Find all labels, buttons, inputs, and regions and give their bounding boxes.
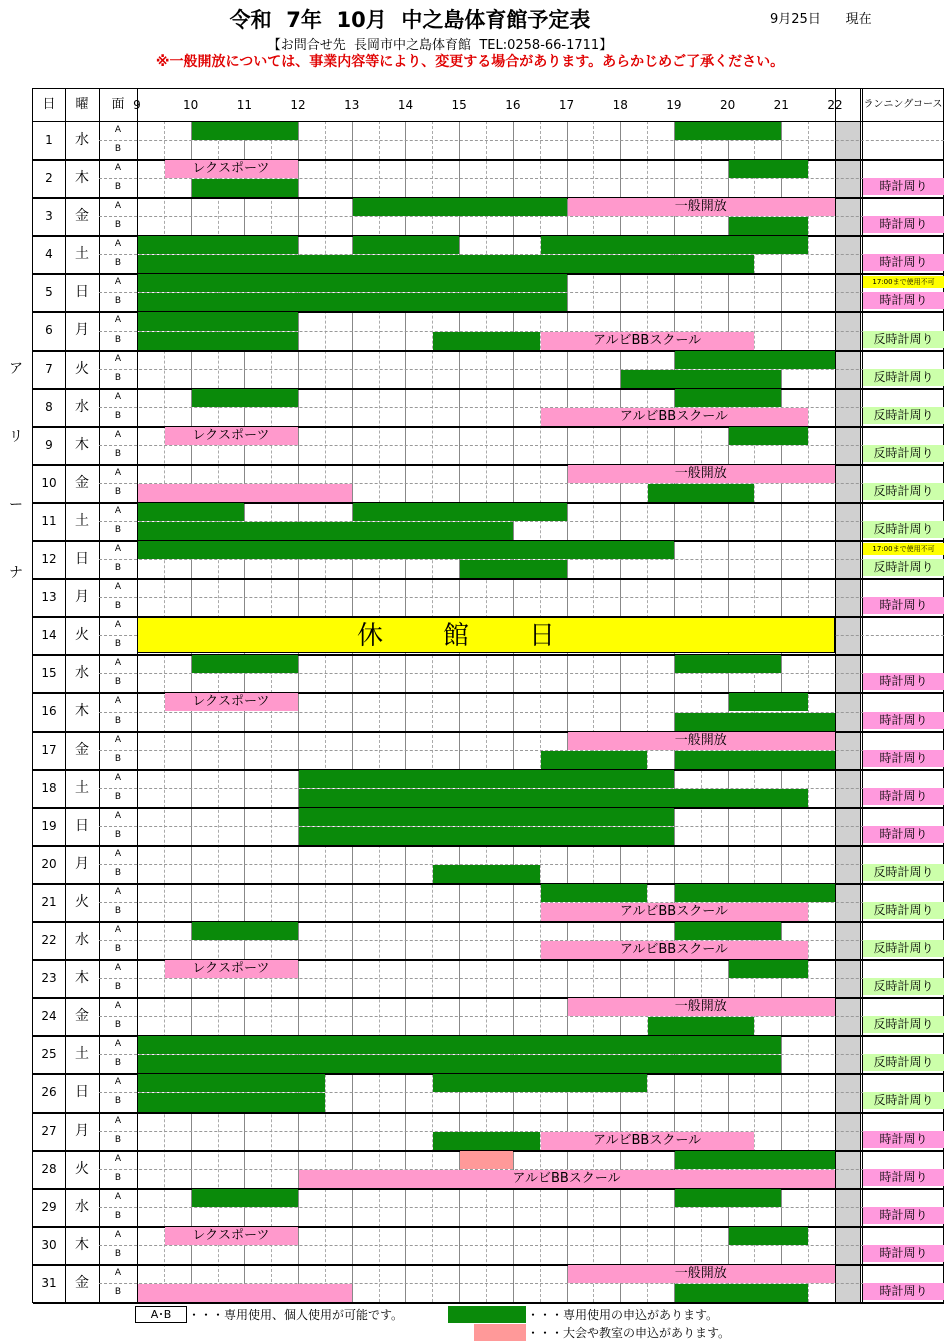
legend-peach-swatch xyxy=(474,1324,526,1341)
side-label: B xyxy=(114,372,122,383)
side-label: B xyxy=(114,1210,122,1221)
day-of-week: 月 xyxy=(75,1122,89,1139)
row-border xyxy=(33,1188,944,1190)
row-border xyxy=(33,388,944,390)
side-label: B xyxy=(114,296,122,307)
header-dow: 曜 xyxy=(75,97,89,112)
side-label: A xyxy=(114,734,122,745)
header-day: 日 xyxy=(42,97,56,112)
booking-block xyxy=(729,217,809,235)
notice-text: ※一般開放については、事業内容等により、変更する場合があります。あらかじめご了承ください。 xyxy=(155,54,785,70)
legend-peach-text: ・・・大会や教室の申込があります。 xyxy=(527,1326,731,1340)
arena-label xyxy=(0,88,32,1303)
side-label: B xyxy=(114,1172,122,1183)
booking-label: アルビBBスクール xyxy=(619,903,728,919)
running-course-direction: 反時計周り xyxy=(863,483,944,500)
day-of-week: 火 xyxy=(75,893,89,910)
running-course-direction: 反時計周り xyxy=(863,978,944,995)
half-row-border xyxy=(99,1207,944,1208)
side-label: B xyxy=(114,867,122,878)
booking-block xyxy=(192,122,298,140)
side-label: B xyxy=(114,258,122,269)
header-side: 面 xyxy=(111,97,125,112)
day-of-week: 金 xyxy=(75,474,89,491)
day-of-week: 金 xyxy=(75,208,89,225)
booking-block xyxy=(138,312,298,330)
booking-block xyxy=(675,1284,808,1302)
booking-label: 一般開放 xyxy=(674,199,727,215)
day-of-week: 金 xyxy=(75,1008,89,1025)
side-label: A xyxy=(114,239,122,250)
day-number: 11 xyxy=(41,513,57,528)
side-label: A xyxy=(114,696,122,707)
booking-block xyxy=(138,541,674,559)
booking-label: アルビBBスクール xyxy=(619,408,728,424)
day-of-week: 月 xyxy=(75,589,89,606)
booking-label: 一般開放 xyxy=(674,465,727,481)
hour-label: 15 xyxy=(451,98,467,112)
running-course-direction: 反時計周り xyxy=(863,331,944,348)
day-number: 27 xyxy=(41,1123,57,1138)
day-number: 21 xyxy=(41,894,57,909)
day-of-week: 水 xyxy=(75,665,89,682)
booking-block xyxy=(621,370,781,388)
side-label: B xyxy=(114,791,122,802)
booking-block xyxy=(138,1284,352,1302)
side-label: A xyxy=(114,277,122,288)
side-label: A xyxy=(114,963,122,974)
day-number: 1 xyxy=(45,133,53,147)
hour-label: 18 xyxy=(612,98,628,112)
side-label: B xyxy=(114,982,122,993)
day-number: 16 xyxy=(41,704,57,719)
day-of-week: 土 xyxy=(75,1046,89,1063)
side-label: B xyxy=(114,1096,122,1107)
day-of-week: 木 xyxy=(75,970,89,987)
side-label: A xyxy=(114,353,122,364)
day-number: 12 xyxy=(41,552,57,567)
running-course-direction: 時計周り xyxy=(863,254,944,271)
half-row-border xyxy=(99,978,944,979)
side-label: A xyxy=(114,582,122,593)
day-number: 18 xyxy=(41,780,57,795)
day-of-week: 土 xyxy=(75,779,89,796)
booking-block xyxy=(138,255,754,273)
day-of-week: 月 xyxy=(75,322,89,339)
day-of-week: 日 xyxy=(75,551,89,568)
side-label: B xyxy=(114,410,122,421)
booking-block xyxy=(353,198,567,216)
running-course-direction: 時計周り xyxy=(863,216,944,233)
side-label: B xyxy=(114,563,122,574)
day-of-week: 火 xyxy=(75,360,89,377)
half-row-border xyxy=(99,597,944,598)
hour-label: 14 xyxy=(397,98,414,112)
booking-label: アルビBBスクール xyxy=(593,1132,702,1148)
hour-label: 16 xyxy=(505,98,521,112)
side-label: B xyxy=(114,182,122,193)
half-row-border xyxy=(99,140,944,141)
side-label: B xyxy=(114,905,122,916)
grid-line xyxy=(835,89,836,1302)
day-of-week: 金 xyxy=(75,1274,89,1291)
side-label: A xyxy=(114,315,122,326)
side-label: A xyxy=(114,505,122,516)
booking-label: レクスポーツ xyxy=(192,1227,270,1243)
schedule-table xyxy=(32,88,944,1303)
page-title: 令和 7年 10月 中之島体育館予定表 xyxy=(229,8,591,32)
day-number: 7 xyxy=(45,361,53,376)
booking-block xyxy=(729,427,809,445)
side-label: B xyxy=(114,220,122,231)
day-number: 5 xyxy=(45,285,53,300)
day-of-week: 日 xyxy=(75,1084,89,1101)
day-number: 25 xyxy=(41,1047,57,1062)
booking-block xyxy=(433,865,539,883)
side-label: A xyxy=(114,658,122,669)
booking-block xyxy=(675,351,835,369)
booking-label: アルビBBスクール xyxy=(619,942,728,958)
usage-note: 17:00まで使用不可 xyxy=(863,276,944,288)
day-of-week: 土 xyxy=(75,246,89,263)
booking-label: 一般開放 xyxy=(674,1265,727,1281)
running-course-direction: 時計周り xyxy=(863,1131,944,1148)
booking-block xyxy=(138,484,352,502)
running-course-direction: 時計周り xyxy=(863,597,944,614)
running-course-direction: 反時計周り xyxy=(863,864,944,881)
half-row-border xyxy=(99,902,944,903)
booking-block xyxy=(675,922,781,940)
booking-block xyxy=(138,503,244,521)
side-label: A xyxy=(114,1001,122,1012)
grid-line xyxy=(860,89,861,1302)
day-number: 4 xyxy=(45,247,53,262)
half-row-border xyxy=(99,940,944,941)
booking-block xyxy=(648,484,754,502)
booking-block xyxy=(675,122,781,140)
booking-block xyxy=(192,389,298,407)
day-of-week: 木 xyxy=(75,1236,89,1253)
legend-green-text: ・・・専用使用の申込があります。 xyxy=(527,1308,719,1322)
arena-char: リ xyxy=(9,429,23,445)
running-course-direction: 時計周り xyxy=(863,178,944,195)
usage-note: 17:00まで使用不可 xyxy=(863,543,944,555)
closed-day-banner: 休館日 xyxy=(137,617,835,653)
as-of-date: 9月25日 現在 xyxy=(770,12,872,27)
side-label: B xyxy=(114,715,122,726)
booking-block xyxy=(433,332,539,350)
half-row-border xyxy=(99,369,944,370)
side-label: A xyxy=(114,1039,122,1050)
side-label: B xyxy=(114,829,122,840)
day-number: 8 xyxy=(45,399,53,414)
hour-label: 9 xyxy=(133,98,141,112)
arena-char: ー xyxy=(9,497,23,513)
side-label: A xyxy=(114,810,122,821)
running-course-direction: 反時計周り xyxy=(863,559,944,576)
booking-block xyxy=(648,1017,754,1035)
booking-block xyxy=(675,1151,835,1169)
side-label: A xyxy=(114,1229,122,1240)
booking-block xyxy=(299,789,808,807)
day-number: 20 xyxy=(41,856,57,871)
hour-label: 17 xyxy=(558,98,575,112)
running-course-direction: 反時計周り xyxy=(863,940,944,957)
day-of-week: 木 xyxy=(75,703,89,720)
day-of-week: 木 xyxy=(75,436,89,453)
side-label: B xyxy=(114,753,122,764)
day-number: 13 xyxy=(41,590,57,605)
hour-label: 11 xyxy=(236,98,253,112)
legend xyxy=(0,1303,946,1342)
side-label: B xyxy=(114,334,122,345)
side-label: B xyxy=(114,1058,122,1069)
side-label: A xyxy=(114,1267,122,1278)
day-number: 26 xyxy=(41,1085,57,1100)
day-number: 10 xyxy=(41,475,57,490)
day-number: 2 xyxy=(45,171,53,186)
booking-label: レクスポーツ xyxy=(192,694,270,710)
booking-label: レクスポーツ xyxy=(192,427,270,443)
booking-block xyxy=(192,922,298,940)
booking-block xyxy=(138,236,298,254)
booking-block xyxy=(192,179,298,197)
running-course-direction: 時計周り xyxy=(863,1245,944,1262)
running-course-direction: 時計周り xyxy=(863,826,944,843)
booking-block xyxy=(433,1132,539,1150)
booking-block xyxy=(675,655,781,673)
row-border xyxy=(33,845,944,847)
booking-block xyxy=(138,293,567,311)
day-of-week: 火 xyxy=(75,1160,89,1177)
side-label: A xyxy=(114,201,122,212)
booking-block xyxy=(729,693,809,711)
hour-label: 12 xyxy=(290,98,306,112)
booking-label: レクスポーツ xyxy=(192,961,270,977)
side-label: A xyxy=(114,1115,122,1126)
booking-block xyxy=(729,1227,809,1245)
arena-char: ナ xyxy=(9,565,23,581)
day-number: 3 xyxy=(45,209,53,224)
side-label: A xyxy=(114,1191,122,1202)
day-of-week: 水 xyxy=(75,932,89,949)
side-label: B xyxy=(114,1020,122,1031)
booking-label: アルビBBスクール xyxy=(512,1170,621,1186)
hour-label: 21 xyxy=(773,98,789,112)
booking-block xyxy=(138,522,513,540)
day-of-week: 木 xyxy=(75,170,89,187)
day-number: 23 xyxy=(41,971,57,986)
day-of-week: 水 xyxy=(75,1198,89,1215)
booking-block xyxy=(138,332,298,350)
header-running: ランニングコース xyxy=(863,99,943,110)
booking-block xyxy=(138,1055,781,1073)
day-number: 17 xyxy=(41,742,57,757)
arena-char: ア xyxy=(9,361,23,377)
side-label: A xyxy=(114,620,122,631)
side-label: A xyxy=(114,429,122,440)
running-course-direction: 時計周り xyxy=(863,1169,944,1186)
running-course-direction: 反時計周り xyxy=(863,445,944,462)
running-course-direction: 反時計周り xyxy=(863,1054,944,1071)
booking-label: 一般開放 xyxy=(674,732,727,748)
half-row-border xyxy=(99,673,944,674)
side-label: B xyxy=(114,944,122,955)
side-label: A xyxy=(114,925,122,936)
side-label: B xyxy=(114,486,122,497)
hour-label: 20 xyxy=(719,98,736,112)
booking-block xyxy=(729,160,809,178)
running-course-direction: 時計周り xyxy=(863,292,944,309)
half-row-border xyxy=(99,1016,944,1017)
day-of-week: 日 xyxy=(75,284,89,301)
half-row-border xyxy=(99,445,944,446)
booking-block xyxy=(675,389,781,407)
day-number: 9 xyxy=(45,437,53,452)
hour-label: 19 xyxy=(666,98,682,112)
side-label: B xyxy=(114,1248,122,1259)
booking-block xyxy=(299,827,674,845)
row-border xyxy=(33,578,944,580)
booking-block xyxy=(675,713,835,731)
side-label: A xyxy=(114,1153,122,1164)
day-of-week: 土 xyxy=(75,512,89,529)
booking-block xyxy=(460,560,566,578)
half-row-border xyxy=(99,407,944,408)
booking-block xyxy=(138,1074,325,1092)
booking-block xyxy=(675,751,835,769)
side-label: A xyxy=(114,163,122,174)
booking-block xyxy=(433,1074,647,1092)
day-number: 28 xyxy=(41,1161,57,1176)
running-course-direction: 時計周り xyxy=(863,788,944,805)
hour-label: 13 xyxy=(344,98,360,112)
row-border xyxy=(33,654,944,656)
legend-ab-text: ・・・専用使用、個人使用が可能です。 xyxy=(188,1308,404,1322)
side-label: B xyxy=(114,601,122,612)
legend-green-swatch xyxy=(448,1306,526,1323)
booking-block xyxy=(541,236,808,254)
booking-block xyxy=(675,884,835,902)
row-border xyxy=(33,1112,944,1114)
running-course-direction: 時計周り xyxy=(863,673,944,690)
running-course-direction: 反時計周り xyxy=(863,1016,944,1033)
day-number: 6 xyxy=(45,323,53,338)
running-course-direction: 反時計周り xyxy=(863,902,944,919)
side-label: B xyxy=(114,144,122,155)
side-label: B xyxy=(114,639,122,650)
booking-label: レクスポーツ xyxy=(192,161,270,177)
running-course-direction: 反時計周り xyxy=(863,369,944,386)
booking-block xyxy=(138,1093,325,1111)
side-label: A xyxy=(114,544,122,555)
day-number: 29 xyxy=(41,1199,57,1214)
side-label: A xyxy=(114,848,122,859)
booking-block xyxy=(729,960,809,978)
day-number: 19 xyxy=(41,818,57,833)
hour-label: 22 xyxy=(827,98,843,112)
booking-block xyxy=(541,751,647,769)
booking-block xyxy=(192,1189,298,1207)
side-label: A xyxy=(114,391,122,402)
row-border xyxy=(33,921,944,923)
booking-block xyxy=(192,655,298,673)
day-number: 22 xyxy=(41,933,57,948)
running-course-direction: 時計周り xyxy=(863,1207,944,1224)
booking-label: 一般開放 xyxy=(674,999,727,1015)
running-course-direction: 反時計周り xyxy=(863,407,944,424)
booking-block xyxy=(675,1189,781,1207)
day-number: 31 xyxy=(41,1275,57,1290)
running-course-direction: 時計周り xyxy=(863,1283,944,1300)
running-course-direction: 時計周り xyxy=(863,712,944,729)
side-label: A xyxy=(114,125,122,135)
side-label: B xyxy=(114,448,122,459)
half-row-border xyxy=(99,216,944,217)
contact-info: 【お問合せ先 長岡市中之島体育館 TEL:0258-66-1711】 xyxy=(267,38,613,53)
day-of-week: 火 xyxy=(75,627,89,644)
booking-block xyxy=(353,236,459,254)
day-of-week: 日 xyxy=(75,817,89,834)
booking-block xyxy=(138,274,567,292)
day-of-week: 水 xyxy=(75,398,89,415)
booking-block xyxy=(353,503,567,521)
booking-block xyxy=(541,884,647,902)
booking-block xyxy=(460,1151,513,1169)
day-number: 24 xyxy=(41,1009,57,1024)
side-label: A xyxy=(114,886,122,897)
day-number: 30 xyxy=(41,1237,57,1252)
day-number: 14 xyxy=(41,628,57,643)
day-number: 15 xyxy=(41,666,57,681)
running-course-direction: 反時計周り xyxy=(863,521,944,538)
booking-block xyxy=(138,1036,781,1054)
running-course-direction: 時計周り xyxy=(863,750,944,767)
side-label: B xyxy=(114,525,122,536)
side-label: A xyxy=(114,772,122,783)
booking-block xyxy=(299,770,674,788)
side-label: B xyxy=(114,1286,122,1297)
legend-ab-box: A･B xyxy=(135,1306,187,1323)
booking-block xyxy=(299,808,674,826)
side-label: B xyxy=(114,677,122,688)
day-of-week: 金 xyxy=(75,741,89,758)
grid-line xyxy=(33,121,944,122)
side-label: A xyxy=(114,1077,122,1088)
running-course-direction: 反時計周り xyxy=(863,1092,944,1109)
booking-label: アルビBBスクール xyxy=(593,332,702,348)
side-label: B xyxy=(114,1134,122,1145)
day-of-week: 月 xyxy=(75,855,89,872)
day-of-week: 水 xyxy=(75,132,89,148)
half-row-border xyxy=(99,1245,944,1246)
hour-label: 10 xyxy=(183,98,199,112)
side-label: A xyxy=(114,467,122,478)
